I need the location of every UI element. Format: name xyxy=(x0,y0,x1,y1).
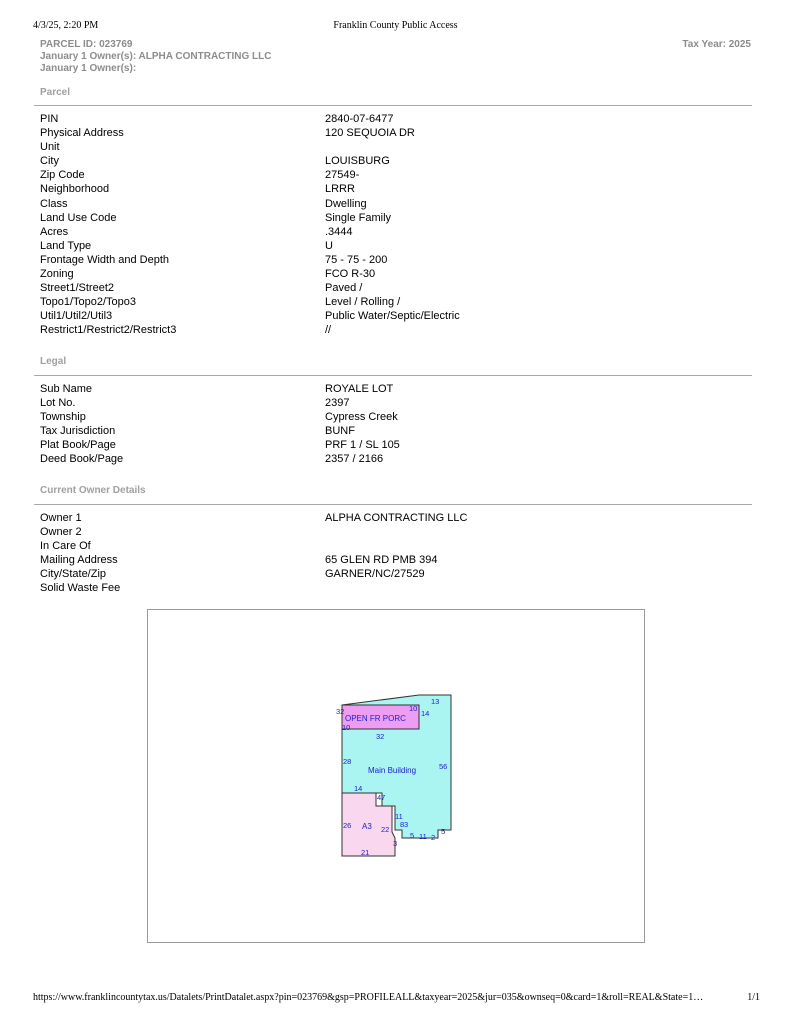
field-label: Township xyxy=(40,411,86,424)
dimension-label: 22 xyxy=(381,825,390,834)
jan1-owner-line-1: January 1 Owner(s): ALPHA CONTRACTING LLC xyxy=(40,51,272,62)
field-value: LRRR xyxy=(325,183,355,196)
field-value: ROYALE LOT xyxy=(325,383,394,395)
field-label: Owner 1 xyxy=(40,512,82,524)
field-value: Level / Rolling / xyxy=(325,296,401,309)
field-value: PRF 1 / SL 105 xyxy=(325,439,400,452)
field-label: In Care Of xyxy=(40,540,91,553)
dimension-label: 32 xyxy=(376,732,385,741)
field-value: .3444 xyxy=(325,225,353,238)
section-divider xyxy=(34,504,752,505)
field-row xyxy=(40,323,740,337)
addition-label: A3 xyxy=(362,822,372,831)
field-row xyxy=(40,267,740,281)
field-row xyxy=(40,295,740,309)
field-row xyxy=(40,581,740,595)
field-value: 2840-07-6477 xyxy=(325,113,394,125)
section-divider xyxy=(34,105,752,106)
owner-table xyxy=(40,511,740,596)
field-value: Single Family xyxy=(325,211,392,224)
field-value: Cypress Creek xyxy=(325,411,398,424)
main-building-label: Main Building xyxy=(368,766,417,775)
field-row xyxy=(40,410,740,424)
field-label: Land Use Code xyxy=(40,211,117,224)
print-datetime: 4/3/25, 2:20 PM xyxy=(33,20,99,31)
porch-label: OPEN FR PORC xyxy=(345,714,406,723)
field-label: City/State/Zip xyxy=(40,568,107,581)
page-number: 1/1 xyxy=(747,992,760,1003)
field-label: Land Type xyxy=(40,239,92,252)
dimension-label: 5 xyxy=(410,831,415,840)
field-value: 2357 / 2166 xyxy=(325,453,384,466)
field-value: ALPHA CONTRACTING LLC xyxy=(325,512,468,524)
field-label: Owner 2 xyxy=(40,526,82,539)
section-title-owner: Current Owner Details xyxy=(40,485,146,496)
field-row xyxy=(40,281,740,295)
field-label: Physical Address xyxy=(40,127,124,140)
field-value: FCO R-30 xyxy=(325,268,376,281)
field-label: Lot No. xyxy=(40,397,76,410)
field-label: Acres xyxy=(40,225,69,238)
field-label: Zip Code xyxy=(40,169,85,182)
field-value: BUNF xyxy=(325,425,355,438)
field-row xyxy=(40,225,740,239)
field-row xyxy=(40,211,740,225)
dimension-label: 8 xyxy=(400,820,405,829)
building-sketch xyxy=(148,610,644,942)
building-sketch-frame xyxy=(147,609,645,943)
dimension-label: 10 xyxy=(409,704,418,713)
field-row xyxy=(40,182,740,196)
field-row xyxy=(40,511,740,525)
field-row xyxy=(40,452,740,466)
field-value: Paved / xyxy=(325,282,363,295)
print-title: Franklin County Public Access xyxy=(333,20,458,31)
field-row xyxy=(40,553,740,567)
field-row xyxy=(40,112,740,126)
dimension-label: 2 xyxy=(431,833,436,842)
field-label: City xyxy=(40,155,59,168)
field-value: LOUISBURG xyxy=(325,155,390,168)
parcel-id: PARCEL ID: 023769 xyxy=(40,39,133,50)
dimension-label: 47 xyxy=(377,793,386,802)
parcel-table xyxy=(40,112,740,338)
dimension-label: 56 xyxy=(439,762,448,771)
field-row xyxy=(40,126,740,140)
section-title-parcel: Parcel xyxy=(40,87,71,98)
section-divider xyxy=(34,375,752,376)
field-value: Dwelling xyxy=(325,197,367,210)
dimension-label: 28 xyxy=(343,757,352,766)
field-row xyxy=(40,438,740,452)
field-value: 65 GLEN RD PMB 394 xyxy=(325,554,438,567)
field-label: Solid Waste Fee xyxy=(40,582,121,595)
field-value: GARNER/NC/27529 xyxy=(325,568,425,581)
dimension-label: 21 xyxy=(361,848,370,857)
field-row xyxy=(40,525,740,539)
field-label: Restrict1/Restrict2/Restrict3 xyxy=(40,324,177,337)
dimension-label: 13 xyxy=(431,697,440,706)
field-value: // xyxy=(325,324,332,337)
field-label: Neighborhood xyxy=(40,183,110,196)
dimension-label: 3 xyxy=(393,839,398,848)
field-label: Class xyxy=(40,197,68,210)
field-row xyxy=(40,309,740,323)
dimension-label: 26 xyxy=(343,821,352,830)
dimension-label: 14 xyxy=(421,709,430,718)
field-row xyxy=(40,424,740,438)
field-row xyxy=(40,168,740,182)
tax-year: Tax Year: 2025 xyxy=(682,39,751,50)
field-label: Util1/Util2/Util3 xyxy=(40,310,113,323)
field-value: 120 SEQUOIA DR xyxy=(325,127,415,140)
field-label: Sub Name xyxy=(40,383,92,395)
dimension-label: 32 xyxy=(336,707,345,716)
field-value: U xyxy=(325,239,333,252)
field-label: Deed Book/Page xyxy=(40,453,124,466)
field-value: 75 - 75 - 200 xyxy=(325,253,388,266)
section-title-legal: Legal xyxy=(40,356,67,367)
footer-url: https://www.franklincountytax.us/Datalets/PrintDatalet.aspx?pin=023769&gsp=PROFILEALL&taxyear=2025&jur=035&ownseq=0&card=1&roll=REAL&State=1… xyxy=(33,992,704,1003)
field-label: Mailing Address xyxy=(40,554,118,567)
field-row xyxy=(40,140,740,154)
field-value: Public Water/Septic/Electric xyxy=(325,310,460,323)
field-label: Unit xyxy=(40,141,60,154)
field-row xyxy=(40,154,740,168)
field-row xyxy=(40,253,740,267)
dimension-label: 14 xyxy=(354,784,363,793)
field-row xyxy=(40,396,740,410)
field-label: Tax Jurisdiction xyxy=(40,425,116,438)
field-label: Topo1/Topo2/Topo3 xyxy=(40,296,137,309)
field-value: 27549- xyxy=(325,169,360,182)
field-label: PIN xyxy=(40,113,59,125)
field-value: 2397 xyxy=(325,397,350,410)
field-row xyxy=(40,539,740,553)
field-label: Zoning xyxy=(40,268,74,281)
field-label: Plat Book/Page xyxy=(40,439,116,452)
dimension-label: 3 xyxy=(404,820,409,829)
dimension-label: 10 xyxy=(342,723,351,732)
dimension-label: 11 xyxy=(419,832,427,841)
legal-table xyxy=(40,382,740,467)
dimension-label: 5 xyxy=(441,827,446,836)
field-row xyxy=(40,197,740,211)
field-row xyxy=(40,567,740,581)
jan1-owner-line-2: January 1 Owner(s): xyxy=(40,63,137,74)
field-row xyxy=(40,382,740,396)
dimension-label: 11 xyxy=(395,812,403,821)
field-label: Street1/Street2 xyxy=(40,282,114,295)
field-row xyxy=(40,239,740,253)
field-label: Frontage Width and Depth xyxy=(40,253,170,266)
